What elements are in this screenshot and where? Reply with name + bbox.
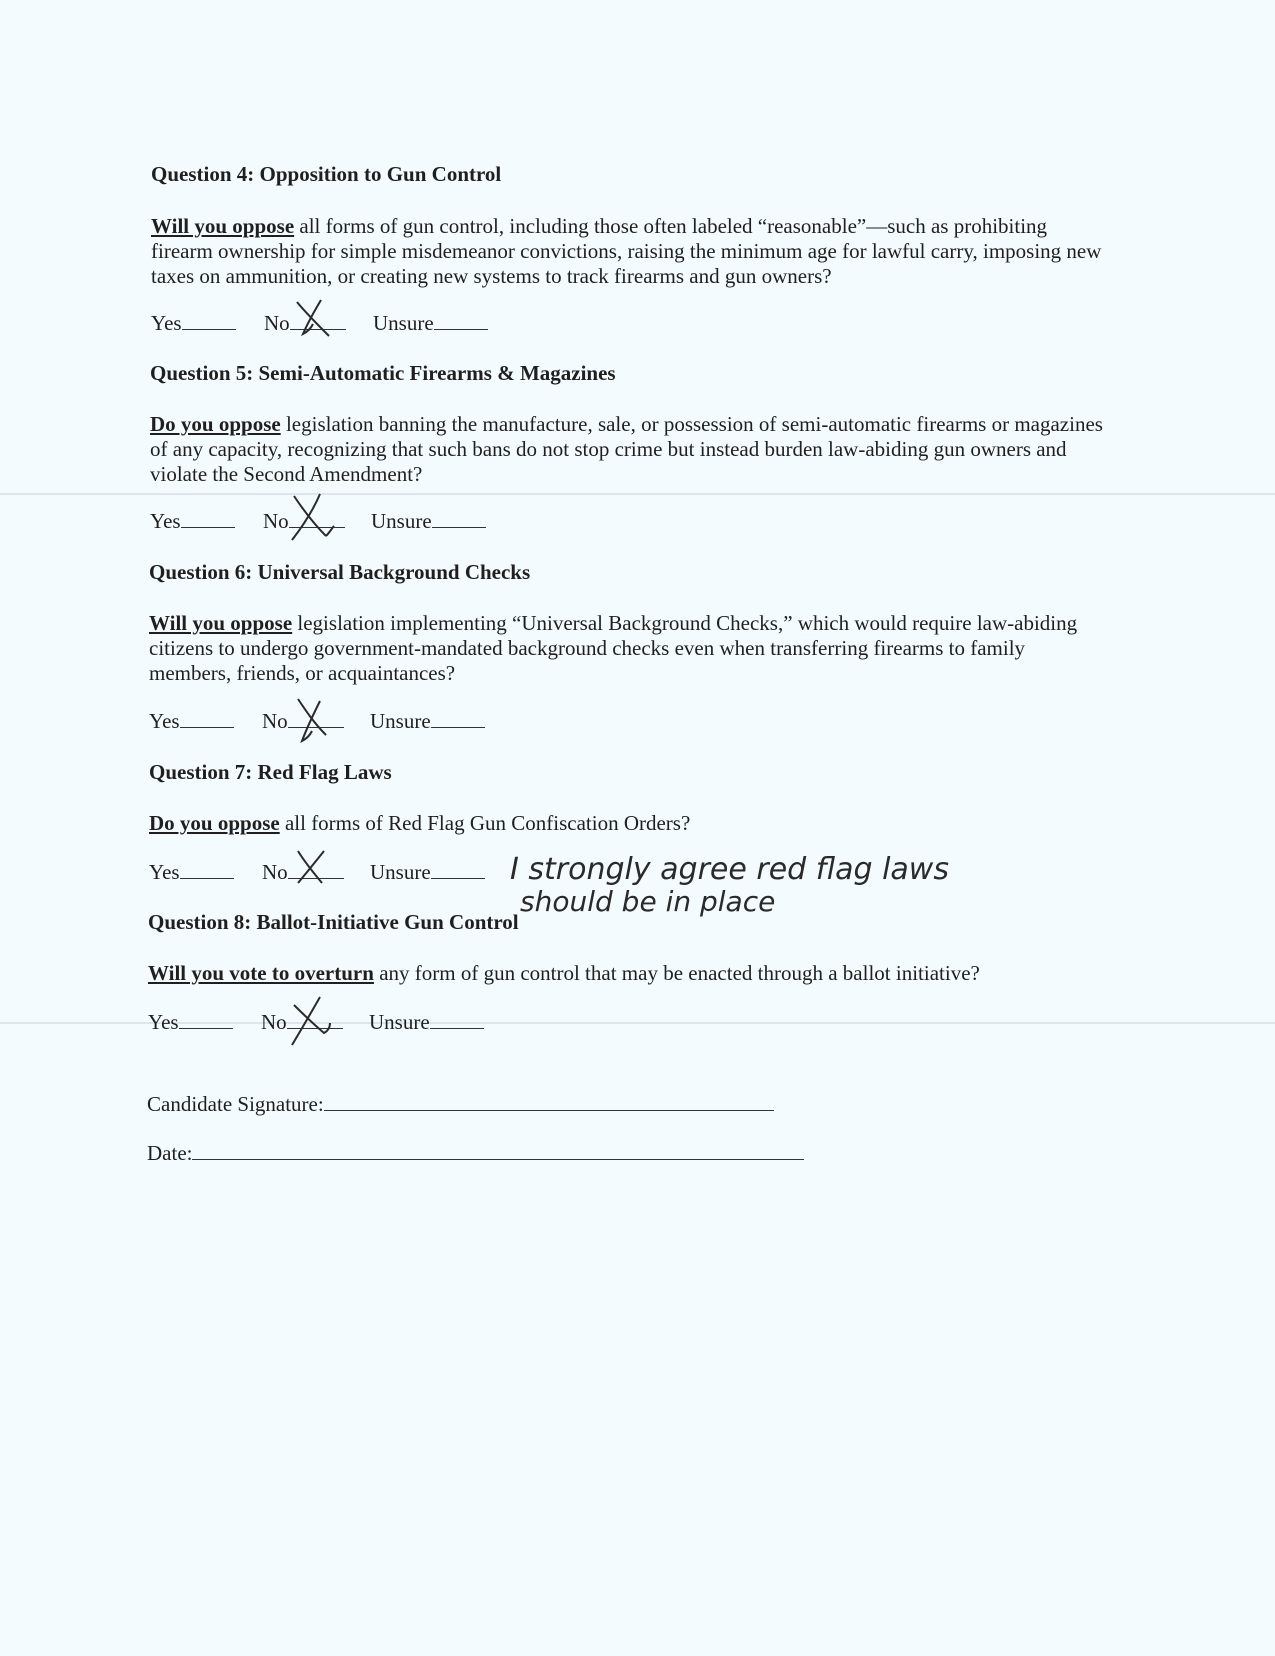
x-mark-icon — [284, 993, 340, 1049]
question-body: all forms of Red Flag Gun Confiscation Orders? — [279, 811, 691, 835]
yes-option[interactable]: Yes — [149, 860, 234, 885]
no-option[interactable]: No — [261, 1010, 343, 1035]
unsure-option[interactable]: Unsure — [371, 509, 486, 534]
date-field[interactable] — [147, 1139, 804, 1166]
yes-option[interactable]: Yes — [149, 709, 234, 734]
candidate-signature-field[interactable] — [147, 1090, 774, 1117]
question-text — [148, 961, 1108, 986]
x-mark-icon — [291, 298, 341, 340]
unsure-option[interactable]: Unsure — [373, 311, 488, 336]
question-text — [149, 811, 1109, 836]
question-text — [150, 412, 1110, 487]
date-label: Date: — [147, 1141, 193, 1165]
question-title: Question 8: Ballot-Initiative Gun Control — [148, 910, 519, 934]
question-lead: Will you vote to overturn — [148, 961, 374, 985]
handwritten-note-line2: should be in place — [520, 885, 776, 918]
question-title: Question 4: Opposition to Gun Control — [151, 162, 502, 186]
question-text — [151, 214, 1111, 289]
signature-label: Candidate Signature: — [147, 1092, 324, 1116]
unsure-option[interactable]: Unsure — [370, 709, 485, 734]
question-body: legislation implementing “Universal Background Checks,” which would require law-abiding citizens to undergo government-mandated background checks even when transferring firearms to family members, friends, or acquaintances? — [149, 611, 1078, 685]
no-option[interactable]: No — [262, 860, 344, 885]
x-mark-icon — [288, 695, 340, 747]
x-mark-icon — [286, 490, 342, 546]
question-text — [149, 611, 1109, 686]
question-lead: Do you oppose — [150, 412, 281, 436]
yes-option[interactable]: Yes — [151, 311, 236, 336]
yes-option[interactable]: Yes — [150, 509, 235, 534]
question-body: all forms of gun control, including those often labeled “reasonable”—such as prohibiting firearm ownership for simple misdemeanor convictions, raising the minimum age for lawful carry, imposing new taxes on ammunition, or creating new systems to track firearms and gun owners? — [151, 214, 1102, 288]
question-lead: Will you oppose — [149, 611, 293, 635]
yes-option[interactable]: Yes — [148, 1010, 233, 1035]
handwritten-note — [490, 843, 1170, 925]
question-body: any form of gun control that may be enacted through a ballot initiative? — [373, 961, 980, 985]
fold-line — [0, 493, 1275, 495]
question-title: Question 6: Universal Background Checks — [149, 560, 531, 584]
question-lead: Do you oppose — [149, 811, 280, 835]
question-title: Question 5: Semi-Automatic Firearms & Magazines — [150, 361, 616, 385]
x-mark-icon — [290, 847, 340, 887]
question-body: legislation banning the manufacture, sale, or possession of semi-automatic firearms or magazines of any capacity, recognizing that such bans do not stop crime but instead burden law-abiding gun owners and violate the Second Amendment? — [150, 412, 1103, 486]
no-option[interactable]: No — [262, 709, 344, 734]
handwritten-note-line1: I strongly agree red flag laws — [510, 852, 949, 887]
unsure-option[interactable]: Unsure — [369, 1010, 484, 1035]
question-lead: Will you oppose — [151, 214, 295, 238]
no-option[interactable]: No — [263, 509, 345, 534]
unsure-option[interactable]: Unsure — [370, 860, 485, 885]
question-title: Question 7: Red Flag Laws — [149, 760, 392, 784]
no-option[interactable]: No — [264, 311, 346, 336]
